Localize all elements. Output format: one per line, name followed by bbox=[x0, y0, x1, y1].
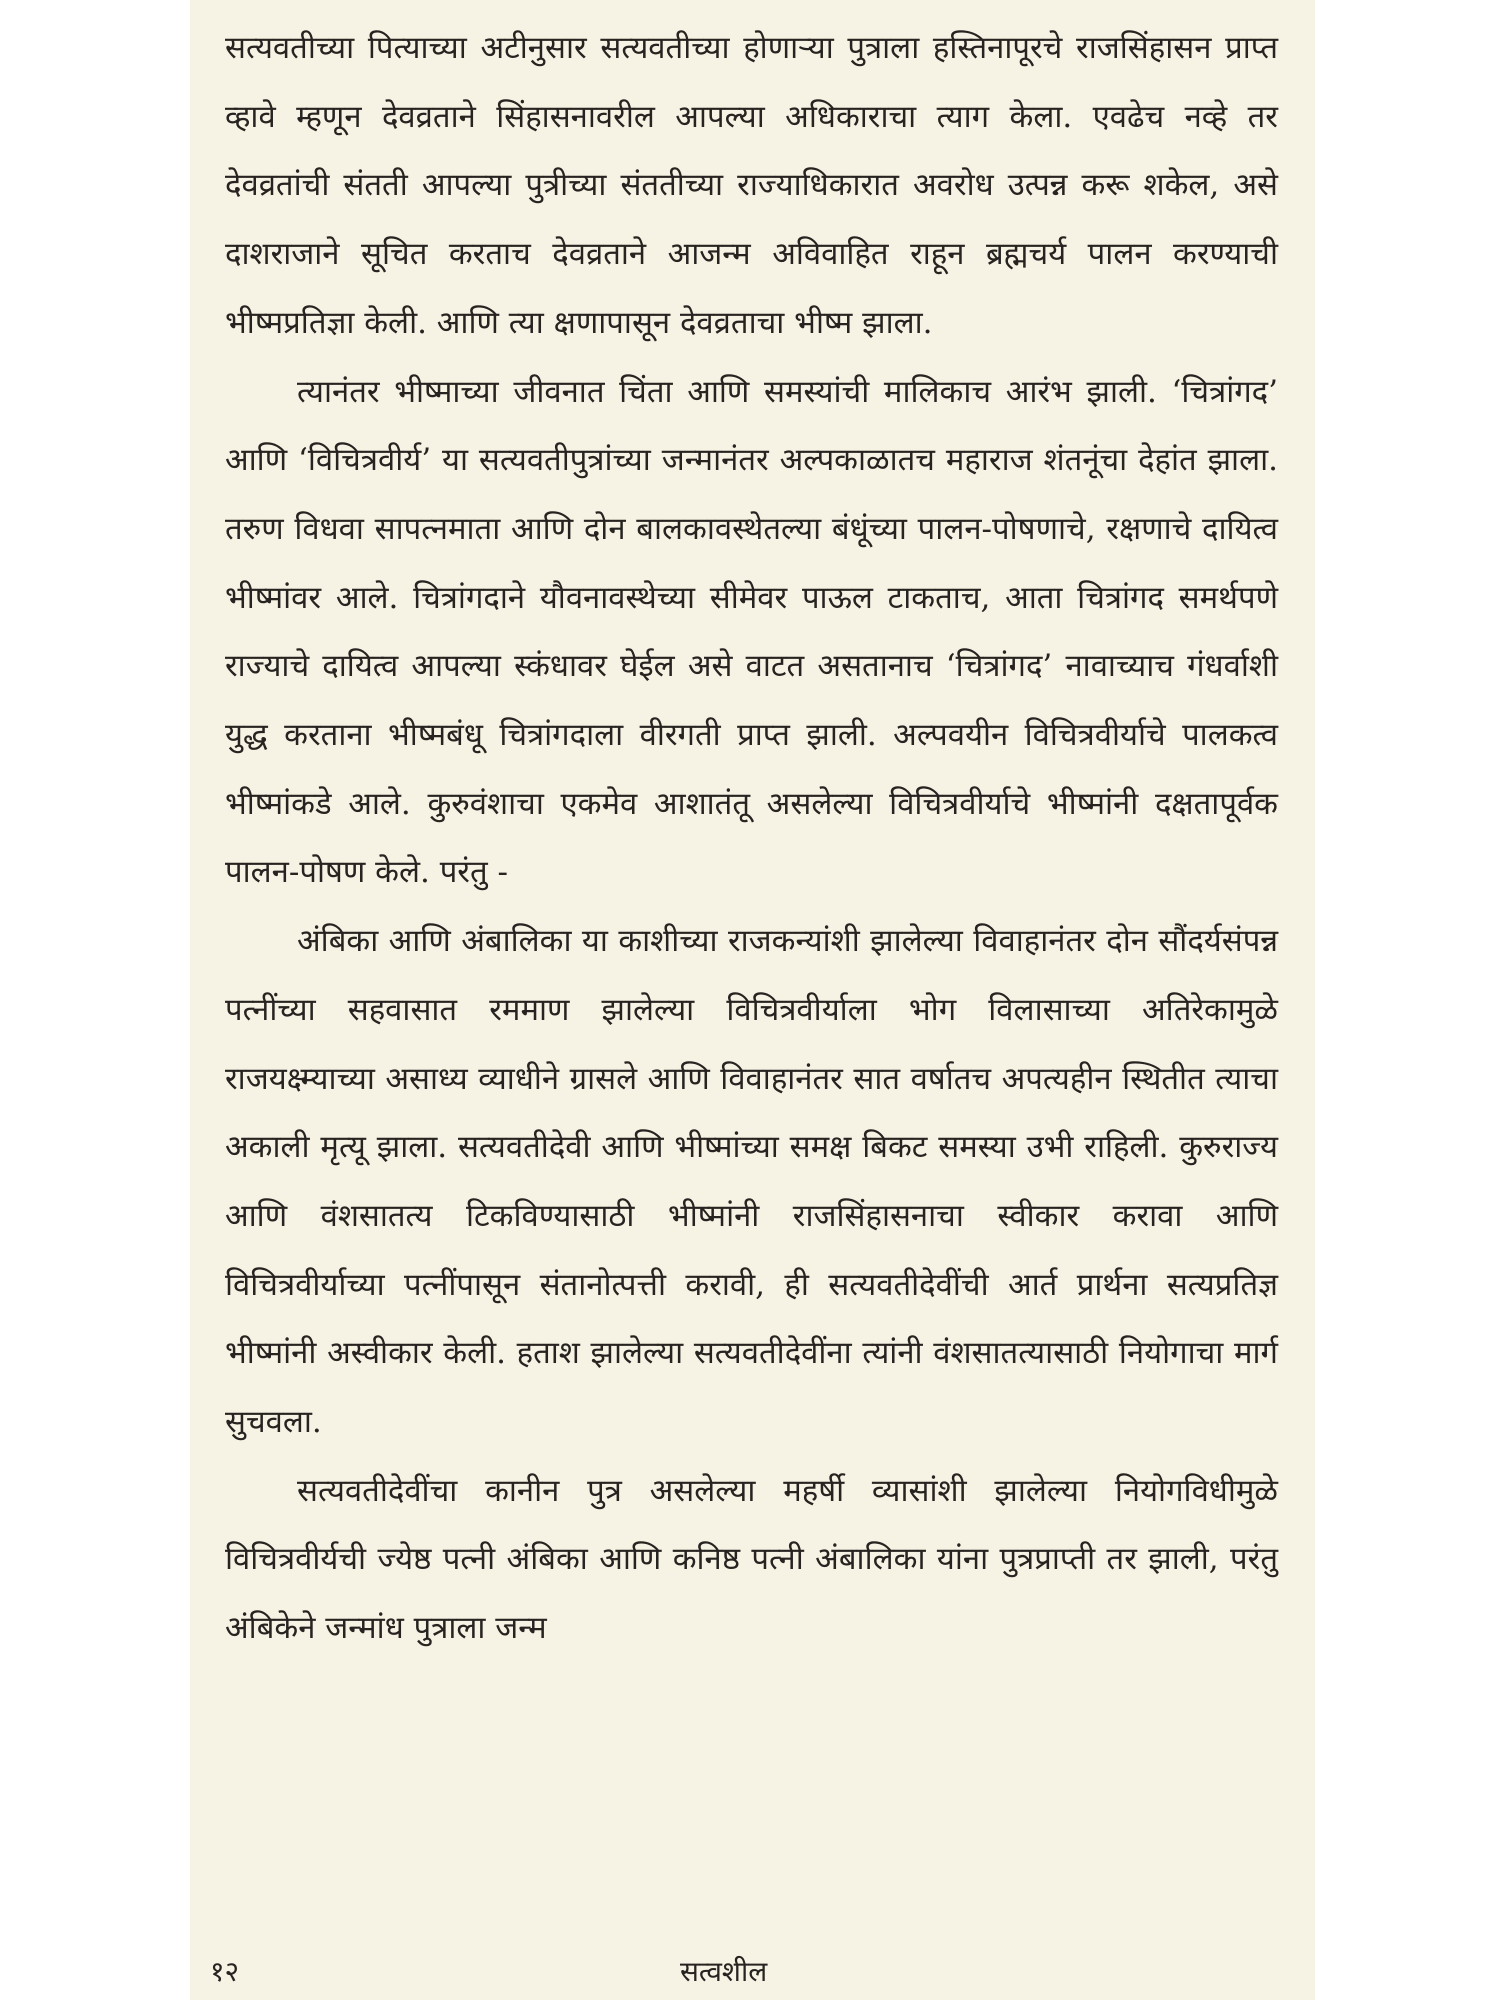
paragraph-2: त्यानंतर भीष्माच्या जीवनात चिंता आणि समस्यांची मालिकाच आरंभ झाली. ‘चित्रांगद’ आणि ‘विचित्रवीर्य’ या सत्यवतीपुत्रांच्या जन्मानंतर अल्पकाळातच महाराज शंतनूंचा देहांत झाला. तरुण विधवा सापत्नमाता आणि दोन बालकावस्थेतल्या बंधूंच्या पालन-पोषणाचे, रक्षणाचे दायित्व भीष्मांवर आले. चित्रांगदाने यौवनावस्थेच्या सीमेवर पाऊल टाकताच, आता चित्रांगद समर्थपणे राज्याचे दायित्व आपल्या स्कंधावर घेईल असे वाटत असतानाच ‘चित्रांगद’ नावाच्याच गंधर्वाशी युद्ध करताना भीष्मबंधू चित्रांगदाला वीरगती प्राप्त झाली. अल्पवयीन विचित्रवीर्याचे पालकत्व भीष्मांकडे आले. कुरुवंशाचा एकमेव आशातंतू असलेल्या विचित्रवीर्याचे भीष्मांनी दक्षतापूर्वक पालन-पोषण केले. परंतु - bbox=[225, 373, 1278, 891]
paragraph-1: सत्यवतीच्या पित्याच्या अटीनुसार सत्यवतीच्या होणाऱ्या पुत्राला हस्तिनापूरचे राजसिंहासन प्राप्त व्हावे म्हणून देवव्रताने सिंहासनावरील आपल्या अधिकाराचा त्याग केला. एवढेच नव्हे तर देवव्रतांची संतती आपल्या पुत्रीच्या संततीच्या राज्याधिकारात अवरोध उत्पन्न करू शकेल, असे दाशराजाने सूचित करताच देवव्रताने आजन्म अविवाहित राहून ब्रह्मचर्य पालन करण्याची भीष्मप्रतिज्ञा केली. आणि त्या क्षणापासून देवव्रताचा भीष्म झाला. bbox=[225, 30, 1278, 341]
page-footer bbox=[190, 1952, 1315, 1992]
paragraph-3: अंबिका आणि अंबालिका या काशीच्या राजकन्यांशी झालेल्या विवाहानंतर दोन सौंदर्यसंपन्न पत्नींच्या सहवासात रममाण झालेल्या विचित्रवीर्याला भोग विलासाच्या अतिरेकामुळे राजयक्ष्म्याच्या असाध्य व्याधीने ग्रासले आणि विवाहानंतर सात वर्षातच अपत्यहीन स्थितीत त्याचा अकाली मृत्यू झाला. सत्यवतीदेवी आणि भीष्मांच्या समक्ष बिकट समस्या उभी राहिली. कुरुराज्य आणि वंशसातत्य टिकविण्यासाठी भीष्मांनी राजसिंहासनाचा स्वीकार करावा आणि विचित्रवीर्याच्या पत्नींपासून संतानोत्पत्ती करावी, ही सत्यवतीदेवींची आर्त प्रार्थना सत्यप्रतिज्ञ भीष्मांनी अस्वीकार केली. हताश झालेल्या सत्यवतीदेवींना त्यांनी वंशसातत्यासाठी नियोगाचा मार्ग सुचवला. bbox=[225, 923, 1278, 1441]
body-text bbox=[225, 14, 1278, 1663]
book-page bbox=[190, 0, 1315, 2000]
page-number: १२ bbox=[210, 1955, 240, 1988]
running-title: सत्वशील bbox=[680, 1955, 768, 1988]
paragraph-4: सत्यवतीदेवींचा कानीन पुत्र असलेल्या महर्षी व्यासांशी झालेल्या नियोगविधीमुळे विचित्रवीर्यची ज्येष्ठ पत्नी अंबिका आणि कनिष्ठ पत्नी अंबालिका यांना पुत्रप्राप्ती तर झाली, परंतु अंबिकेने जन्मांध पुत्राला जन्म bbox=[225, 1472, 1278, 1647]
